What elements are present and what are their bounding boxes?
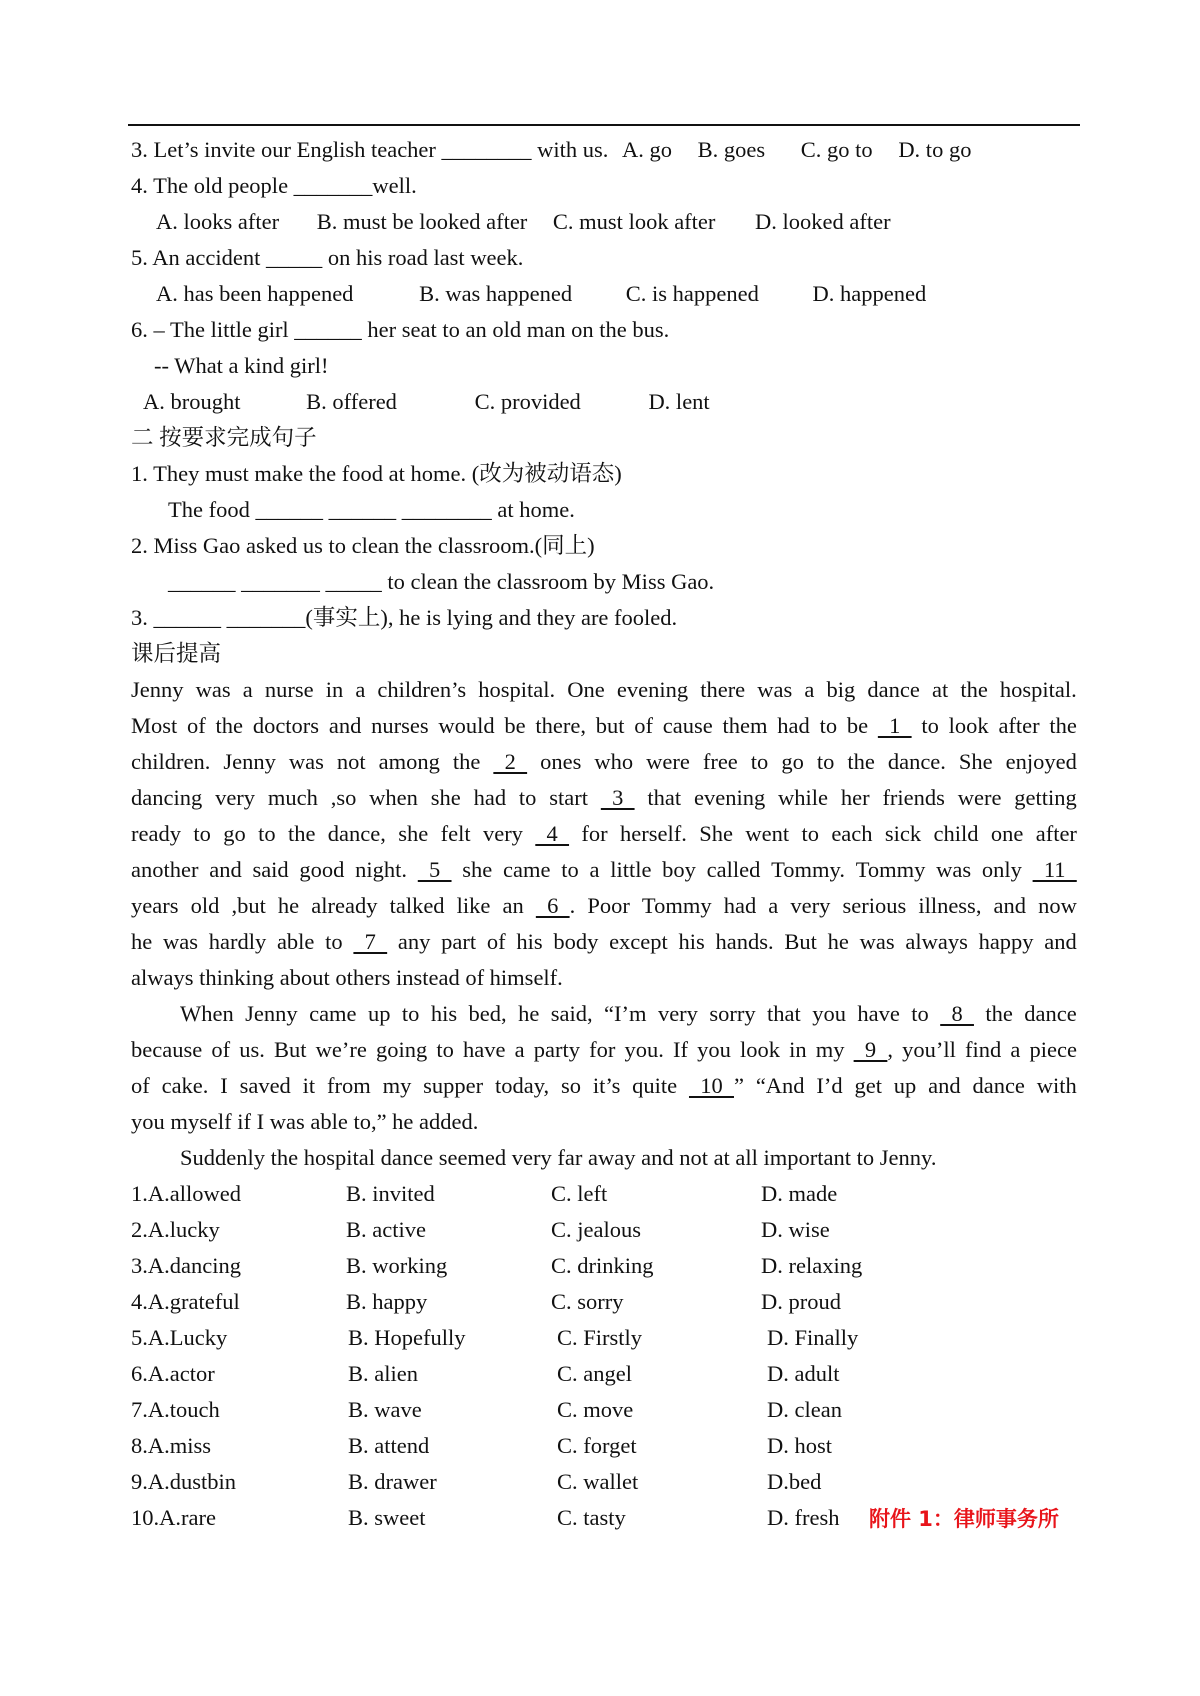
passage-word: old xyxy=(190,893,220,918)
option-5-a: 5.A.Lucky xyxy=(131,1325,228,1350)
passage-word: cause xyxy=(662,713,713,738)
option-9-a: 9.A.dustbin xyxy=(131,1469,237,1494)
passage-word: get xyxy=(854,1073,882,1098)
passage-line: you myself if I was able to,” he added. xyxy=(131,1109,479,1134)
passage-word: nurse xyxy=(264,677,314,702)
passage-word: any xyxy=(397,929,431,954)
option-1-d: D. made xyxy=(761,1181,838,1206)
passage-line xyxy=(180,999,1077,1029)
question-3-option-b: B. goes xyxy=(697,137,766,162)
passage-word: illness, xyxy=(918,893,982,918)
blank-number: 7 xyxy=(353,929,388,954)
passage-word: and xyxy=(1044,929,1077,954)
passage-word: of xyxy=(634,713,654,738)
passage-word: in xyxy=(325,677,344,702)
passage-word: herself. xyxy=(620,821,687,846)
passage-word: he xyxy=(277,893,300,918)
option-3-b: B. working xyxy=(346,1253,448,1278)
question-5-option-b: B. was happened xyxy=(419,281,573,306)
passage-word: She xyxy=(699,821,733,846)
option-1-b: B. invited xyxy=(346,1181,435,1206)
passage-word: dance. xyxy=(887,749,946,774)
passage-word: of xyxy=(211,1037,231,1062)
passage-word: I’d xyxy=(816,1073,843,1098)
option-5-b: B. Hopefully xyxy=(348,1325,466,1350)
passage-word: because xyxy=(131,1037,203,1062)
passage-word: with xyxy=(1036,1073,1077,1098)
question-3-stem: 3. Let’s invite our English teacher ________ with us. xyxy=(131,137,609,162)
blank-number: 10 ” xyxy=(688,1073,744,1098)
passage-word: she xyxy=(398,821,429,846)
option-10-b: B. sweet xyxy=(348,1505,426,1530)
passage-word: dance, xyxy=(327,821,386,846)
passage-word: sorry xyxy=(709,1001,756,1026)
passage-word: “I’m xyxy=(604,1001,647,1026)
blank-number: 5 xyxy=(417,857,452,882)
passage-word: the xyxy=(985,1001,1013,1026)
passage-word: very xyxy=(215,785,256,810)
passage-word: supper xyxy=(423,1073,484,1098)
passage-line xyxy=(131,783,1077,813)
passage-word: of xyxy=(131,1073,150,1098)
passage-word: the xyxy=(960,677,988,702)
passage-word: said, xyxy=(550,1001,593,1026)
passage-word: Tommy. xyxy=(771,857,845,882)
passage-word: his xyxy=(516,929,543,954)
passage-word: talked xyxy=(389,893,445,918)
passage-word: her xyxy=(840,785,870,810)
option-1-a: 1.A.allowed xyxy=(131,1181,241,1206)
passage-word: after xyxy=(998,713,1040,738)
passage-word: he xyxy=(827,929,849,954)
passage-word: party xyxy=(533,1037,580,1062)
passage-word: for xyxy=(581,821,608,846)
passage-word: a xyxy=(1010,1037,1021,1062)
passage-word: at xyxy=(931,677,949,702)
passage-line xyxy=(131,747,1077,777)
option-10-d: D. fresh xyxy=(767,1505,840,1530)
passage-line xyxy=(131,711,1077,741)
option-2-d: D. wise xyxy=(761,1217,830,1242)
sentence-2: 2. Miss Gao asked us to clean the classroom.(同上) xyxy=(131,533,595,558)
passage-word: going xyxy=(375,1037,428,1062)
option-3-a: 3.A.dancing xyxy=(131,1253,241,1278)
passage-line xyxy=(131,891,1077,921)
passage-word: and xyxy=(328,713,362,738)
passage-word: the xyxy=(452,749,481,774)
passage-word: a xyxy=(242,677,253,702)
passage-word: you xyxy=(812,1001,846,1026)
passage-word: body xyxy=(553,929,599,954)
passage-word: who xyxy=(594,749,634,774)
question-4-stem: 4. The old people _______well. xyxy=(131,173,417,198)
passage-word: she xyxy=(430,785,461,810)
option-7-c: C. move xyxy=(557,1397,634,1422)
question-6-option-b: B. offered xyxy=(306,389,397,414)
passage-word: serious xyxy=(842,893,907,918)
passage-word: hands. xyxy=(715,929,774,954)
passage-word: bed, xyxy=(468,1001,507,1026)
passage-word: If xyxy=(672,1037,688,1062)
passage-word: came xyxy=(503,857,551,882)
option-3-d: D. relaxing xyxy=(761,1253,863,1278)
passage-word: evening xyxy=(616,677,689,702)
passage-word: were xyxy=(957,785,1002,810)
passage-word: and xyxy=(928,1073,961,1098)
question-4-option-a: A. looks after xyxy=(156,209,280,234)
passage-word: have xyxy=(462,1037,506,1062)
section-two-heading: 二 按要求完成句子 xyxy=(131,425,317,450)
passage-word: to xyxy=(561,857,579,882)
passage-word: very xyxy=(790,893,831,918)
blank-number: 9 , xyxy=(853,1037,893,1062)
option-9-b: B. drawer xyxy=(348,1469,437,1494)
passage-word: Poor xyxy=(587,893,630,918)
option-10-c: C. tasty xyxy=(557,1505,626,1530)
passage-line xyxy=(131,855,1077,885)
passage-word: were xyxy=(646,749,690,774)
passage-word: you’ll xyxy=(902,1037,956,1062)
passage-word: that xyxy=(767,1001,801,1026)
passage-line xyxy=(131,675,1077,705)
passage-word: was xyxy=(757,677,793,702)
passage-word: Jenny xyxy=(245,1001,298,1026)
passage-word: doctors xyxy=(252,713,320,738)
passage-line: Suddenly the hospital dance seemed very far away and not at all important to Jenny. xyxy=(180,1145,937,1170)
question-4-option-c: C. must look after xyxy=(552,209,716,234)
passage-word: of xyxy=(486,929,506,954)
passage-word: enjoyed xyxy=(1005,749,1077,774)
passage-word: it xyxy=(302,1073,316,1098)
passage-word: always xyxy=(905,929,968,954)
passage-word: to xyxy=(816,749,835,774)
passage-word: we’re xyxy=(315,1037,367,1062)
question-5-options xyxy=(156,279,926,309)
passage-line xyxy=(131,1071,1077,1101)
passage-word: nurses xyxy=(371,713,429,738)
passage-word: dance xyxy=(867,677,920,702)
passage-word: good xyxy=(299,857,345,882)
passage-word: his xyxy=(430,1001,458,1026)
question-6-stem: 6. – The little girl ______ her seat to an old man on the bus. xyxy=(131,317,670,342)
option-9-d: D.bed xyxy=(767,1469,822,1494)
passage-word: to xyxy=(819,713,838,738)
passage-word: was xyxy=(288,749,324,774)
option-6-a: 6.A.actor xyxy=(131,1361,215,1386)
question-3-option-c: C. go to xyxy=(800,137,873,162)
passage-word: friends xyxy=(882,785,945,810)
option-9-c: C. wallet xyxy=(557,1469,639,1494)
blank-number: 6 . xyxy=(535,893,576,918)
passage-word: night. xyxy=(355,857,408,882)
passage-word: to xyxy=(325,929,343,954)
reading-heading: 课后提高 xyxy=(131,641,222,666)
option-7-b: B. wave xyxy=(348,1397,422,1422)
passage-word: there xyxy=(700,677,746,702)
passage-word: except xyxy=(609,929,668,954)
passage-word: it’s xyxy=(592,1073,621,1098)
blank-number: 3 xyxy=(600,785,635,810)
passage-word: only xyxy=(981,857,1022,882)
passage-word: But xyxy=(273,1037,307,1062)
passage-word: a xyxy=(768,893,779,918)
passage-word: she xyxy=(462,857,493,882)
passage-word: children. xyxy=(131,749,211,774)
passage-word: hospital. xyxy=(478,677,556,702)
passage-word: to xyxy=(258,821,276,846)
passage-word: dancing xyxy=(131,785,203,810)
passage-word: them xyxy=(722,713,768,738)
blank-number: 4 xyxy=(535,821,570,846)
passage-word: to xyxy=(801,821,819,846)
passage-word: to xyxy=(921,713,939,738)
passage-word: was xyxy=(195,677,231,702)
option-4-b: B. happy xyxy=(346,1289,428,1314)
blank-number: 2 xyxy=(493,749,528,774)
passage-word: not xyxy=(336,749,366,774)
passage-word: ones xyxy=(540,749,582,774)
option-1-c: C. left xyxy=(551,1181,608,1206)
passage-word: another xyxy=(131,857,199,882)
option-8-a: 8.A.miss xyxy=(131,1433,212,1458)
passage-word: from xyxy=(326,1073,371,1098)
passage-word: a xyxy=(355,677,366,702)
passage-word: after xyxy=(1035,821,1077,846)
option-6-c: C. angel xyxy=(557,1361,632,1386)
question-4-option-b: B. must be looked after xyxy=(316,209,528,234)
question-4-options xyxy=(156,207,891,237)
passage-word: of xyxy=(187,713,206,738)
option-8-d: D. host xyxy=(767,1433,833,1458)
question-6-option-d: D. lent xyxy=(648,389,710,414)
question-3-option-d: D. to go xyxy=(898,137,972,162)
passage-word: quite xyxy=(632,1073,678,1098)
passage-word: and xyxy=(209,857,242,882)
passage-word: boy xyxy=(662,857,696,882)
passage-word: free xyxy=(702,749,738,774)
passage-word: and xyxy=(993,893,1027,918)
passage-word: when xyxy=(369,785,418,810)
passage-line xyxy=(131,1035,1077,1065)
passage-word: he xyxy=(518,1001,540,1026)
passage-word: able xyxy=(276,929,315,954)
passage-word: dance xyxy=(972,1073,1025,1098)
passage-word: sick xyxy=(884,821,922,846)
passage-word: have xyxy=(857,1001,900,1026)
passage-word: so xyxy=(560,1073,581,1098)
passage-word: When xyxy=(180,1001,234,1026)
passage-word: I xyxy=(220,1073,228,1098)
sentence-1-answer: The food ______ ______ ________ at home. xyxy=(168,497,575,522)
passage-word: like xyxy=(456,893,491,918)
passage-word: Tommy xyxy=(641,893,712,918)
passage-word: went xyxy=(745,821,790,846)
option-8-c: C. forget xyxy=(557,1433,637,1458)
question-5-option-d: D. happened xyxy=(812,281,927,306)
option-8-b: B. attend xyxy=(348,1433,430,1458)
passage-word: while xyxy=(778,785,829,810)
passage-word: very xyxy=(657,1001,698,1026)
question-3 xyxy=(131,135,971,165)
passage-word: to xyxy=(911,1001,929,1026)
question-6-reply: -- What a kind girl! xyxy=(154,353,329,378)
option-3-c: C. drinking xyxy=(551,1253,654,1278)
option-2-b: B. active xyxy=(346,1217,426,1242)
attachment-note: 附件 1：律师事务所 xyxy=(869,1507,1059,1531)
passage-word: in xyxy=(789,1037,807,1062)
passage-word: hardly xyxy=(208,929,267,954)
option-6-d: D. adult xyxy=(767,1361,840,1386)
passage-word: had xyxy=(723,893,757,918)
passage-word: he xyxy=(131,929,153,954)
passage-word: But xyxy=(784,929,817,954)
question-6-option-a: A. brought xyxy=(143,389,241,414)
passage-word: very xyxy=(482,821,523,846)
passage-word: “And xyxy=(755,1073,805,1098)
option-5-c: C. Firstly xyxy=(557,1325,643,1350)
passage-word: years xyxy=(131,893,179,918)
passage-word: but xyxy=(595,713,625,738)
passage-word: happy xyxy=(978,929,1034,954)
passage-word: look xyxy=(948,713,989,738)
passage-line xyxy=(131,927,1077,957)
passage-word: said xyxy=(252,857,289,882)
option-4-d: D. proud xyxy=(761,1289,841,1314)
passage-word: look xyxy=(739,1037,780,1062)
passage-word: ready xyxy=(131,821,181,846)
passage-word: child xyxy=(933,821,979,846)
passage-word: there, xyxy=(535,713,586,738)
blank-number: 8 xyxy=(940,1001,974,1026)
option-2-c: C. jealous xyxy=(551,1217,641,1242)
passage-word: children’s xyxy=(377,677,467,702)
passage-word: Jenny xyxy=(223,749,276,774)
option-4-c: C. sorry xyxy=(551,1289,624,1314)
passage-word: had xyxy=(473,785,507,810)
passage-word: go xyxy=(223,821,246,846)
passage-word: was xyxy=(162,929,198,954)
passage-word: One xyxy=(567,677,605,702)
passage-word: the xyxy=(215,713,244,738)
option-2-a: 2.A.lucky xyxy=(131,1217,220,1242)
passage-word: among xyxy=(378,749,440,774)
passage-word: start xyxy=(549,785,588,810)
passage-word: to xyxy=(401,1001,420,1026)
passage-word: She xyxy=(958,749,993,774)
passage-word: up xyxy=(893,1073,917,1098)
passage-word: ,so xyxy=(330,785,357,810)
question-5-stem: 5. An accident _____ on his road last week. xyxy=(131,245,524,270)
passage-word: to xyxy=(193,821,211,846)
passage-word: getting xyxy=(1014,785,1077,810)
passage-word: came xyxy=(309,1001,357,1026)
passage-word: now xyxy=(1038,893,1077,918)
passage-word: Most xyxy=(131,713,178,738)
option-7-a: 7.A.touch xyxy=(131,1397,220,1422)
question-6-options xyxy=(143,387,710,417)
passage-word: a xyxy=(804,677,815,702)
passage-word: the xyxy=(1049,713,1077,738)
passage-word: was xyxy=(936,857,972,882)
passage-word: that xyxy=(647,785,682,810)
passage-word: big xyxy=(826,677,856,702)
header-rule xyxy=(128,124,1080,126)
passage-word: each xyxy=(831,821,873,846)
passage-word: his xyxy=(678,929,705,954)
option-7-d: D. clean xyxy=(767,1397,842,1422)
passage-word: part xyxy=(441,929,477,954)
passage-word: already xyxy=(311,893,378,918)
passage-word: a xyxy=(514,1037,525,1062)
option-10-a: 10.A.rare xyxy=(131,1505,216,1530)
sentence-1: 1. They must make the food at home. (改为被动语态) xyxy=(131,461,622,486)
passage-word: called xyxy=(706,857,761,882)
passage-word: an xyxy=(502,893,524,918)
passage-word: much xyxy=(267,785,318,810)
passage-word: be xyxy=(504,713,526,738)
sentence-2-answer: ______ _______ _____ to clean the classroom by Miss Gao. xyxy=(168,569,715,594)
option-5-d: D. Finally xyxy=(767,1325,859,1350)
passage-word: to xyxy=(436,1037,454,1062)
passage-word: Jenny xyxy=(131,677,184,702)
blank-number: 11 xyxy=(1032,857,1077,882)
question-5-option-c: C. is happened xyxy=(625,281,759,306)
passage-word: little xyxy=(610,857,652,882)
passage-word: ,but xyxy=(231,893,266,918)
sentence-3: 3. ______ _______(事实上), he is lying and they are fooled. xyxy=(131,605,678,630)
passage-word: saved xyxy=(239,1073,291,1098)
passage-word: hospital. xyxy=(999,677,1077,702)
question-6-option-c: C. provided xyxy=(474,389,581,414)
passage-word: today, xyxy=(494,1073,550,1098)
option-4-a: 4.A.grateful xyxy=(131,1289,240,1314)
passage-word: felt xyxy=(440,821,471,846)
passage-word: up xyxy=(367,1001,391,1026)
passage-word: to xyxy=(750,749,769,774)
passage-word: us. xyxy=(239,1037,265,1062)
passage-word: you xyxy=(697,1037,731,1062)
passage-word: dance xyxy=(1024,1001,1077,1026)
passage-word: had xyxy=(777,713,810,738)
passage-word: the xyxy=(847,749,875,774)
passage-word: was xyxy=(859,929,895,954)
passage-word: be xyxy=(846,713,869,738)
passage-word: one xyxy=(990,821,1024,846)
passage-word: for xyxy=(589,1037,616,1062)
passage-word: my xyxy=(815,1037,845,1062)
passage-word: would xyxy=(438,713,495,738)
passage-word: to xyxy=(518,785,537,810)
passage-word: go xyxy=(781,749,804,774)
question-4-option-d: D. looked after xyxy=(755,209,891,234)
passage-word: the xyxy=(287,821,316,846)
option-6-b: B. alien xyxy=(348,1361,418,1386)
passage-line xyxy=(131,819,1077,849)
passage-word: evening xyxy=(693,785,766,810)
passage-word: piece xyxy=(1029,1037,1077,1062)
passage-word: Tommy xyxy=(855,857,926,882)
passage-word: find xyxy=(965,1037,1002,1062)
passage-word: you. xyxy=(624,1037,664,1062)
question-3-option-a: A. go xyxy=(622,137,673,162)
passage-word: a xyxy=(589,857,600,882)
passage-word: cake. xyxy=(161,1073,209,1098)
blank-number: 1 xyxy=(877,713,912,738)
passage-word: my xyxy=(382,1073,412,1098)
question-5-option-a: A. has been happened xyxy=(156,281,354,306)
passage-line: always thinking about others instead of himself. xyxy=(131,965,563,990)
